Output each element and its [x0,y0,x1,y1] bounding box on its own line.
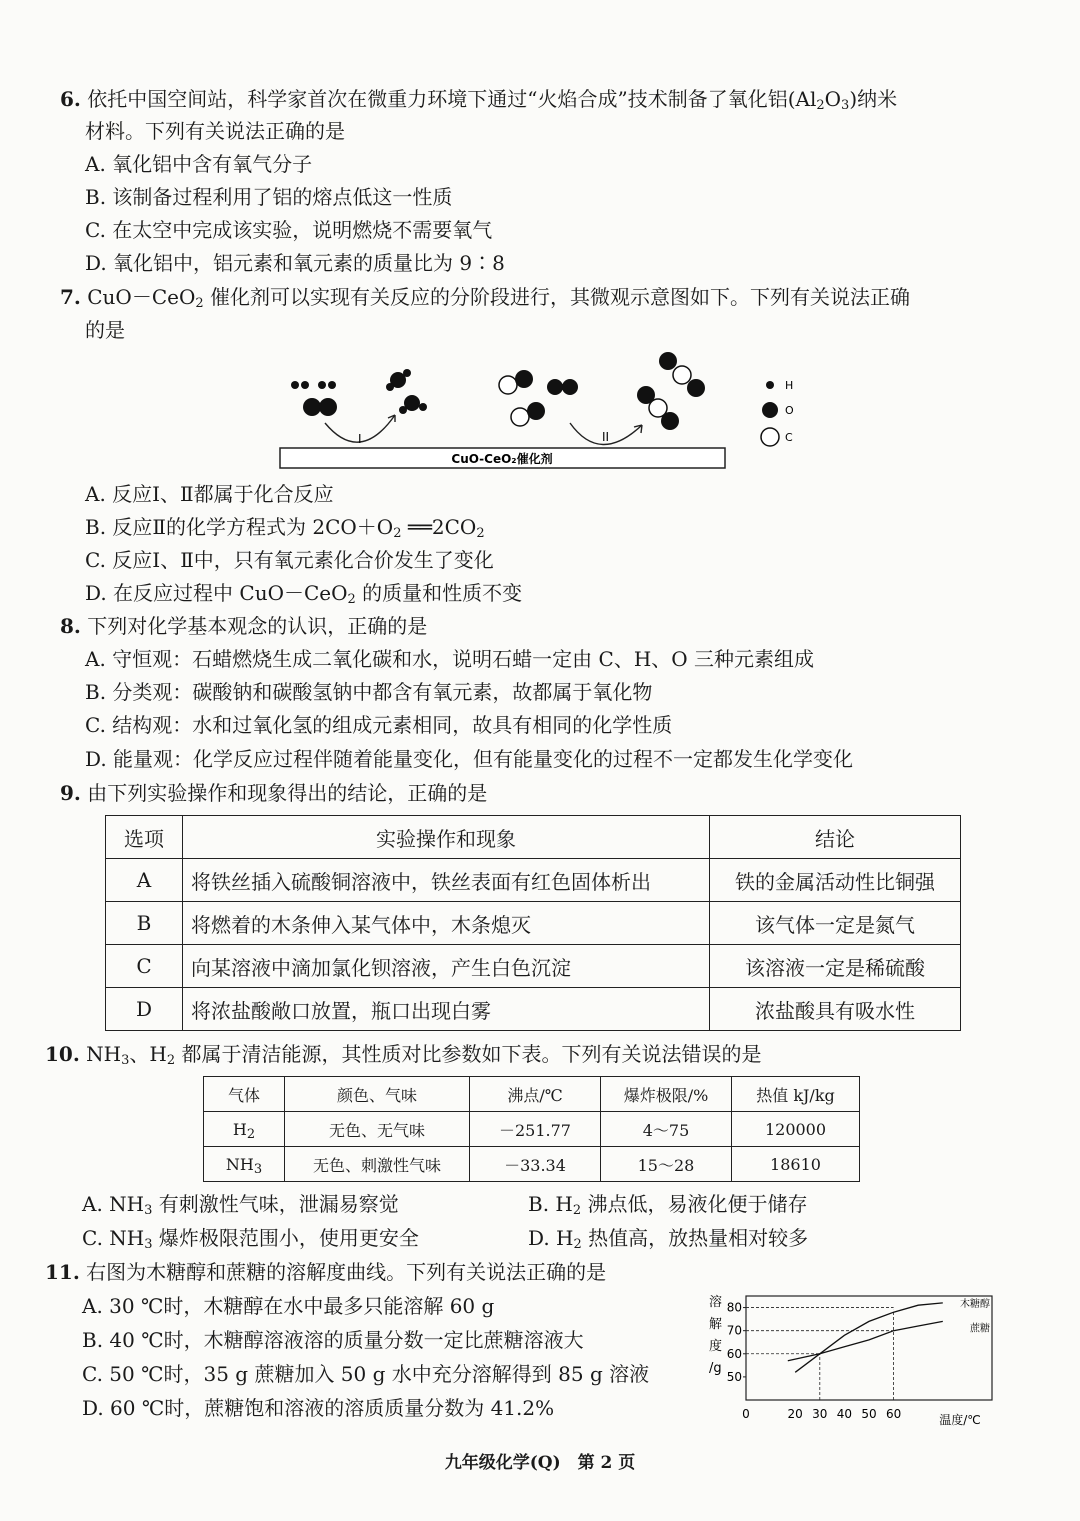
q9-stem [60,779,487,807]
legend-c: C [785,431,793,444]
q10-cell-heat: 18610 [732,1147,860,1182]
solubility-chart [700,1288,1000,1428]
stage2-label: II [602,430,610,444]
series-label: 蔗糖 [970,1323,990,1335]
q9-cell-conclusion: 该溶液一定是稀硫酸 [710,945,961,988]
table-row [204,1147,860,1182]
q9-stem-text: 由下列实验操作和现象得出的结论，正确的是 [87,781,488,805]
q9-cell-operation: 将浓盐酸敞口放置，瓶口出现白雾 [183,988,710,1031]
q7-micro-diagram [270,345,830,475]
q9-cell-operation: 向某溶液中滴加氯化钡溶液，产生白色沉淀 [183,945,710,988]
q6-stem-line1 [60,85,897,113]
q10-option-b-sub: 2 [572,1203,582,1218]
x-tick-label: 60 [885,1407,902,1421]
q7-option-b-sub1: 2 [393,526,402,541]
q8-option-b: B. 分类观：碳酸钠和碳酸氢钠中都含有氧元素，故都属于氧化物 [85,680,653,704]
q10-option-c-sub: 3 [144,1237,153,1252]
legend-h: H [785,379,794,392]
q10-option-d [528,1224,808,1252]
q10-stem [45,1040,761,1068]
q6-option-a: A. 氧化铝中含有氧气分子 [85,152,313,176]
q11-stem [45,1258,606,1286]
q9-header-option: 选项 [106,816,183,859]
y-tick-label: 50 [726,1369,742,1384]
q8-option-d: D. 能量观：化学反应过程伴随着能量变化，但有能量变化的过程不一定都发生化学变化 [85,747,854,771]
stage1-reactant-molecules [291,381,337,416]
q10-option-a-text-b: 有刺激性气味，泄漏易察觉 [152,1192,399,1216]
series-line-xylitol [795,1303,943,1372]
y-tick-label: 70 [726,1323,742,1338]
plot-frame [746,1296,992,1400]
q10-stem-c: 都属于清洁能源，其性质对比参数如下表。下列有关说法错误的是 [175,1042,762,1066]
q10-option-a-sub: 3 [144,1203,153,1218]
q10-header-color: 颜色、气味 [285,1077,470,1112]
q10-option-d-sub: 2 [573,1237,582,1252]
q9-cell-conclusion: 该气体一定是氮气 [710,902,961,945]
q9-table [105,815,961,1031]
q7-option-b-text-a: B. 反应Ⅱ的化学方程式为 2CO＋O [85,515,394,539]
x-tick-label: 50 [861,1407,877,1421]
q7-option-b [85,513,485,541]
q10-cell-color: 无色、无气味 [285,1112,470,1147]
q9-cell-option: A [106,859,183,902]
q7-option-d-sub: 2 [347,592,356,607]
q10-gas-sub: 3 [253,1161,263,1177]
stage1-product-molecules [386,369,427,414]
q9-cell-operation: 将燃着的木条伸入某气体中，木条熄灭 [183,902,710,945]
q6-stem-line2: 材料。下列有关说法正确的是 [85,119,345,143]
q9-cell-conclusion: 浓盐酸具有吸水性 [710,988,961,1031]
q7-option-b-text-b: ══2CO [401,515,477,539]
q10-option-a-text-a: A. NH [82,1192,145,1216]
q10-stem-sub1: 3 [121,1053,130,1068]
x-axis-label: 温度/℃ [939,1413,981,1427]
y-axis-label-char: 解 [709,1317,723,1332]
q11-number: 11. [45,1260,80,1284]
q10-option-b [528,1190,808,1218]
q10-cell-gas [204,1112,285,1147]
q7-sub: 2 [195,296,204,311]
q11-option-a: A. 30 ℃时，木糖醇在水中最多只能溶解 60 g [82,1294,495,1318]
q10-gas-symbol: H [232,1119,247,1139]
q6-option-b: B. 该制备过程利用了铝的熔点低这一性质 [85,185,453,209]
q6-stem-text-a: 依托中国空间站，科学家首次在微重力环境下通过“火焰合成”技术制备了氧化铝(Al [87,87,817,111]
q8-stem [60,612,427,640]
y-axis-label-char: 度 [709,1339,723,1354]
catalyst-label: CuO-CeO₂催化剂 [451,452,553,466]
q9-cell-option: B [106,902,183,945]
q10-option-c-text-a: C. NH [82,1226,145,1250]
atom-legend [761,379,794,446]
q7-option-a: A. 反应Ⅰ、Ⅱ都属于化合反应 [85,482,334,506]
stage2-product-molecules [637,352,705,430]
table-row [106,902,961,945]
q10-gas-symbol: NH [225,1154,254,1174]
q10-cell-bp: －33.34 [470,1147,601,1182]
q10-header-gas: 气体 [204,1077,285,1112]
q10-header-limit: 爆炸极限/% [601,1077,732,1112]
q9-number: 9. [60,781,81,805]
q7-number: 7. [60,285,81,309]
series-label: 木糖醇 [960,1298,990,1310]
q7-stem-text-a: CuO－CeO [87,285,196,309]
q10-header-heat: 热值 kJ/kg [732,1077,860,1112]
legend-o: O [785,404,794,417]
x-tick-label: 20 [787,1407,803,1421]
q9-cell-operation: 将铁丝插入硫酸铜溶液中，铁丝表面有红色固体析出 [183,859,710,902]
q10-stem-a: NH [86,1042,122,1066]
q8-number: 8. [60,614,81,638]
q6-sub-2: 3 [841,98,850,113]
q10-table [203,1076,860,1182]
q10-cell-gas [204,1147,285,1182]
q7-option-d-text-a: D. 在反应过程中 CuO－CeO [85,581,348,605]
q10-option-c-text-b: 爆炸极限范围小，使用更安全 [152,1226,419,1250]
table-row [106,859,961,902]
q8-option-c: C. 结构观：水和过氧化氢的组成元素相同，故具有相同的化学性质 [85,713,673,737]
q6-stem-text-b: O [824,87,842,111]
q9-cell-conclusion: 铁的金属活动性比铜强 [710,859,961,902]
q11-stem-text: 右图为木糖醇和蔗糖的溶解度曲线。下列有关说法正确的是 [86,1260,607,1284]
q11-option-d: D. 60 ℃时，蔗糖饱和溶液的溶质质量分数为 41.2% [82,1396,555,1420]
q10-table-header [204,1077,860,1112]
x-tick-label: 0 [742,1407,750,1421]
q7-stem-line1 [60,283,910,311]
q9-header-operation: 实验操作和现象 [183,816,710,859]
q6-stem-text-c: )纳米 [849,87,898,111]
q10-cell-bp: －251.77 [470,1112,601,1147]
q10-header-bp: 沸点/℃ [470,1077,601,1112]
q7-option-d [85,579,522,607]
table-row [106,988,961,1031]
q7-option-c: C. 反应Ⅰ、Ⅱ中，只有氧元素化合价发生了变化 [85,548,494,572]
y-tick-label: 60 [726,1346,742,1361]
q9-table-header [106,816,961,859]
q10-gas-sub: 2 [246,1126,256,1142]
q7-stem-text-b: 催化剂可以实现有关反应的分阶段进行，其微观示意图如下。下列有关说法正确 [203,285,911,309]
q6-option-c: C. 在太空中完成该实验，说明燃烧不需要氧气 [85,218,493,242]
y-axis-label-char: 溶 [709,1295,723,1310]
q7-option-d-text-b: 的质量和性质不变 [355,581,523,605]
q10-stem-sub2: 2 [166,1053,176,1068]
q9-header-conclusion: 结论 [710,816,961,859]
q10-cell-color: 无色、刺激性气味 [285,1147,470,1182]
q11-option-c: C. 50 ℃时，35 g 蔗糖加入 50 g 水中充分溶解得到 85 g 溶液 [82,1362,650,1386]
q8-option-a: A. 守恒观：石蜡燃烧生成二氧化碳和水，说明石蜡一定由 C、H、O 三种元素组成 [85,647,815,671]
q10-cell-limit: 4～75 [601,1112,732,1147]
q10-option-b-text-b: 沸点低，易液化便于储存 [581,1192,808,1216]
q10-option-b-text-a: B. H [528,1192,573,1216]
q8-stem-text: 下列对化学基本观念的认识，正确的是 [87,614,428,638]
page-footer: 九年级化学(Q) 第 2 页 [444,1453,636,1473]
q6-option-d: D. 氧化铝中，铝元素和氧元素的质量比为 9∶8 [85,251,505,275]
y-tick-label: 80 [726,1300,742,1315]
q6-number: 6. [60,87,81,111]
q7-option-b-sub2: 2 [476,526,485,541]
x-tick-label: 40 [836,1407,853,1421]
q10-option-c [82,1224,419,1252]
q10-cell-heat: 120000 [732,1112,860,1147]
series-line-sucrose [788,1321,943,1360]
q10-stem-b: 、H [129,1042,167,1066]
y-axis-label-char: /g [709,1361,722,1376]
q10-option-d-text-a: D. H [528,1226,574,1250]
x-tick-label: 30 [812,1407,828,1421]
q10-number: 10. [45,1042,80,1066]
q9-cell-option: D [106,988,183,1031]
table-row [204,1112,860,1147]
q10-option-d-text-b: 热值高，放热量相对较多 [581,1226,809,1250]
q9-cell-option: C [106,945,183,988]
table-row [106,945,961,988]
q10-option-a [82,1190,399,1218]
q11-option-b: B. 40 ℃时，木糖醇溶液溶的质量分数一定比蔗糖溶液大 [82,1328,584,1352]
stage1-label: I [358,432,362,446]
q10-cell-limit: 15～28 [601,1147,732,1182]
stage2-reactant-molecules [499,370,578,426]
q7-stem-line2: 的是 [85,318,125,342]
q6-sub-1: 2 [816,98,825,113]
